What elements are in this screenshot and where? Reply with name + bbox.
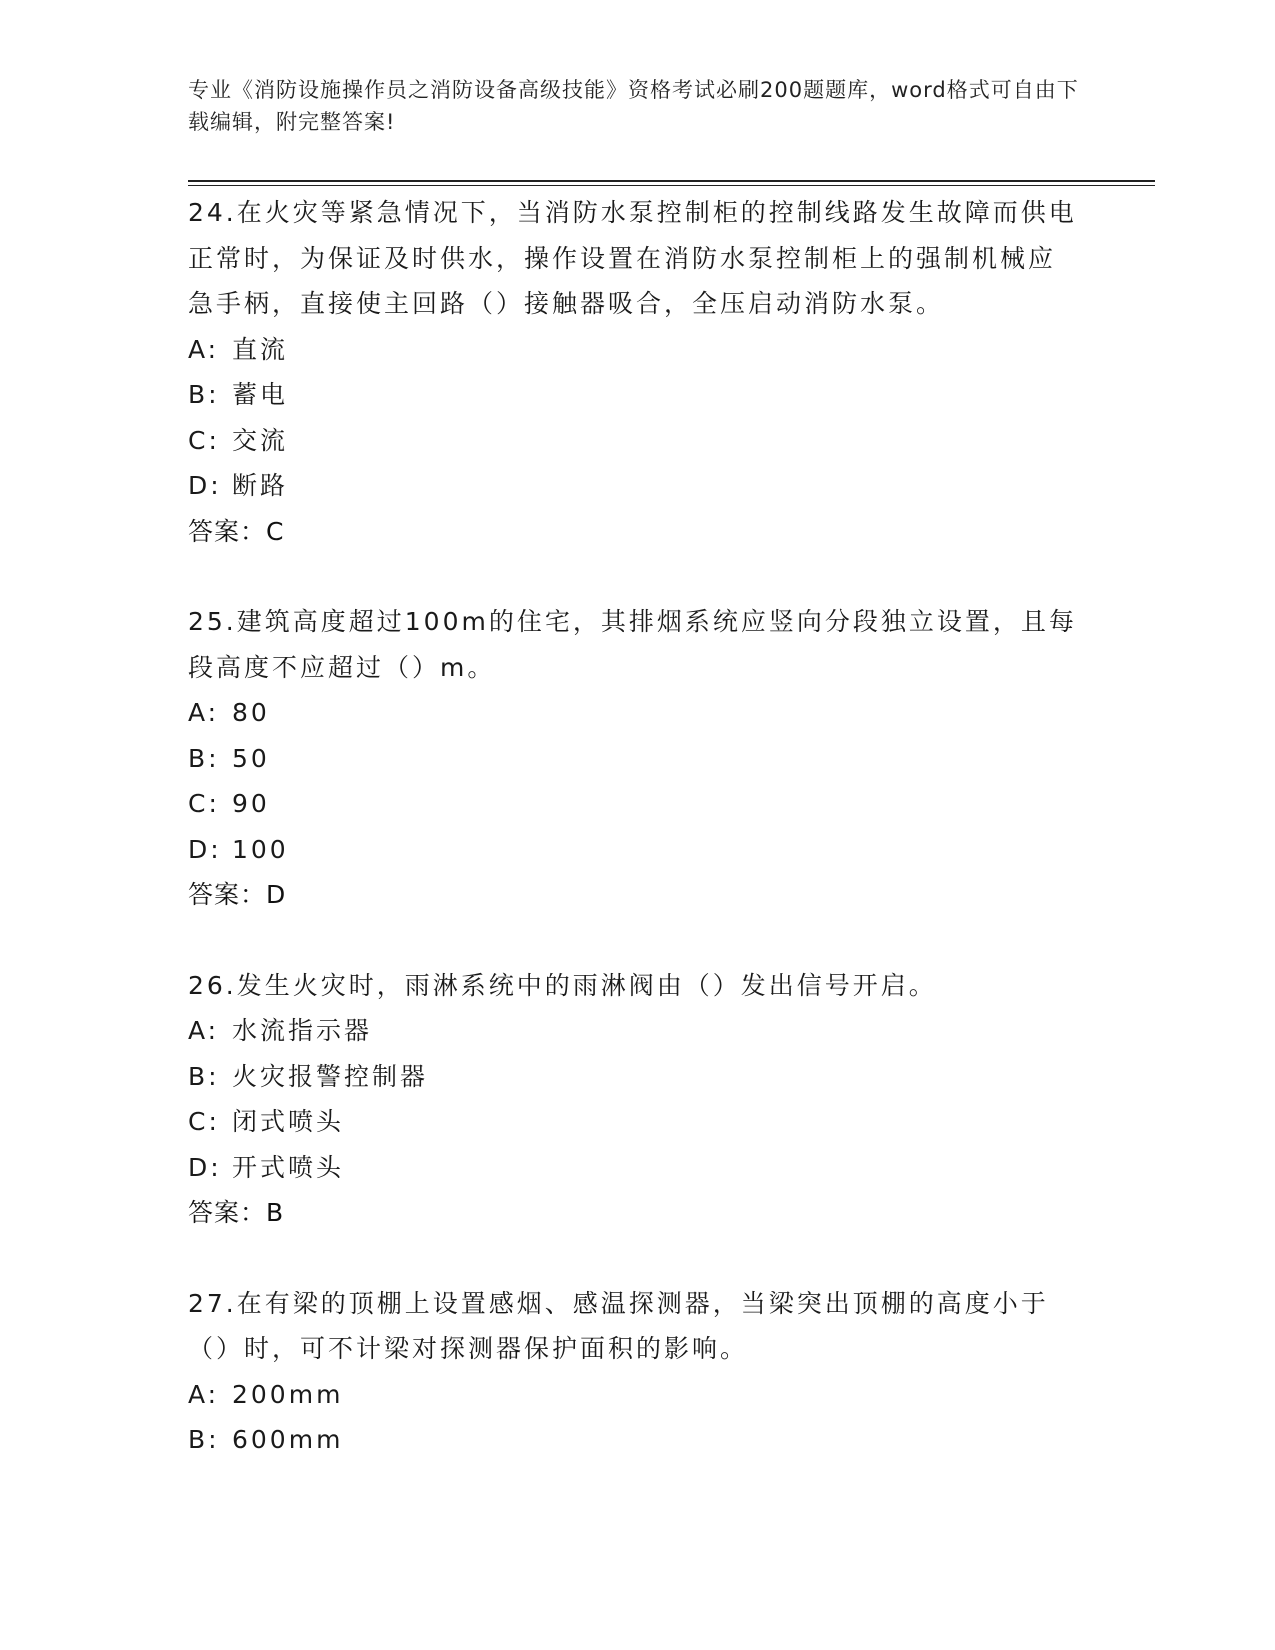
option-text: 交流 (232, 425, 289, 455)
option-d (188, 463, 1078, 509)
question-24 (188, 190, 1078, 554)
option-a (188, 1372, 1078, 1418)
option-letter: C: (188, 425, 220, 455)
option-letter: D: (188, 834, 222, 864)
option-b (188, 372, 1078, 418)
option-letter: C: (188, 789, 220, 818)
option-a (188, 1008, 1078, 1054)
option-letter: C: (188, 1107, 220, 1136)
option-b (188, 736, 1078, 782)
question-26 (188, 963, 1078, 1236)
option-letter: A: (188, 698, 220, 727)
option-text: 直流 (232, 334, 289, 364)
option-text: 开式喷头 (232, 1152, 345, 1182)
option-text: 600mm (232, 1425, 344, 1454)
option-text: 火灾报警控制器 (232, 1061, 429, 1091)
question-27 (188, 1281, 1078, 1463)
question-text: 25.建筑高度超过100m的住宅，其排烟系统应竖向分段独立设置，且每段高度不应超过（）m。 (188, 607, 1077, 682)
option-c (188, 781, 1078, 827)
header-divider-thin (188, 185, 1155, 186)
option-text: 200mm (232, 1379, 344, 1409)
option-a (188, 327, 1078, 373)
option-d (188, 1145, 1078, 1191)
option-a (188, 690, 1078, 736)
option-letter: A: (188, 1379, 220, 1409)
option-letter: D: (188, 1152, 222, 1182)
option-c (188, 1099, 1078, 1145)
header-divider (188, 180, 1155, 182)
option-text: 80 (232, 698, 270, 727)
option-text: 50 (232, 743, 270, 773)
option-text: 100 (232, 834, 289, 864)
answer: 答案：D (188, 880, 287, 909)
question-text: 24.在火灾等紧急情况下，当消防水泵控制柜的控制线路发生故障而供电正常时，为保证及时供水，操作设置在消防水泵控制柜上的强制机械应急手柄，直接使主回路（）接触器吸合，全压启动消防水泵。 (188, 198, 1077, 318)
option-letter: B: (188, 380, 220, 409)
answer: 答案：C (188, 516, 285, 546)
option-c (188, 418, 1078, 464)
option-letter: B: (188, 743, 220, 773)
question-text: 26.发生火灾时，雨淋系统中的雨淋阀由（）发出信号开启。 (188, 970, 937, 1000)
document-header: 专业《消防设施操作员之消防设备高级技能》资格考试必刷200题题库，word格式可自由下载编辑，附完整答案! (188, 78, 1079, 134)
option-text: 水流指示器 (232, 1016, 373, 1045)
option-letter: B: (188, 1061, 220, 1091)
option-text: 断路 (232, 471, 289, 500)
option-b (188, 1417, 1078, 1463)
option-text: 90 (232, 789, 270, 818)
option-letter: B: (188, 1425, 220, 1454)
option-b (188, 1054, 1078, 1100)
option-text: 蓄电 (232, 380, 289, 409)
question-25 (188, 599, 1078, 918)
option-text: 闭式喷头 (232, 1107, 345, 1136)
option-letter: D: (188, 471, 222, 500)
answer: 答案：B (188, 1198, 285, 1227)
question-list (188, 190, 1078, 1508)
option-letter: A: (188, 1016, 220, 1045)
option-letter: A: (188, 334, 220, 364)
option-d (188, 827, 1078, 873)
question-text: 27.在有梁的顶棚上设置感烟、感温探测器，当梁突出顶棚的高度小于（）时，可不计梁对探测器保护面积的影响。 (188, 1288, 1049, 1363)
